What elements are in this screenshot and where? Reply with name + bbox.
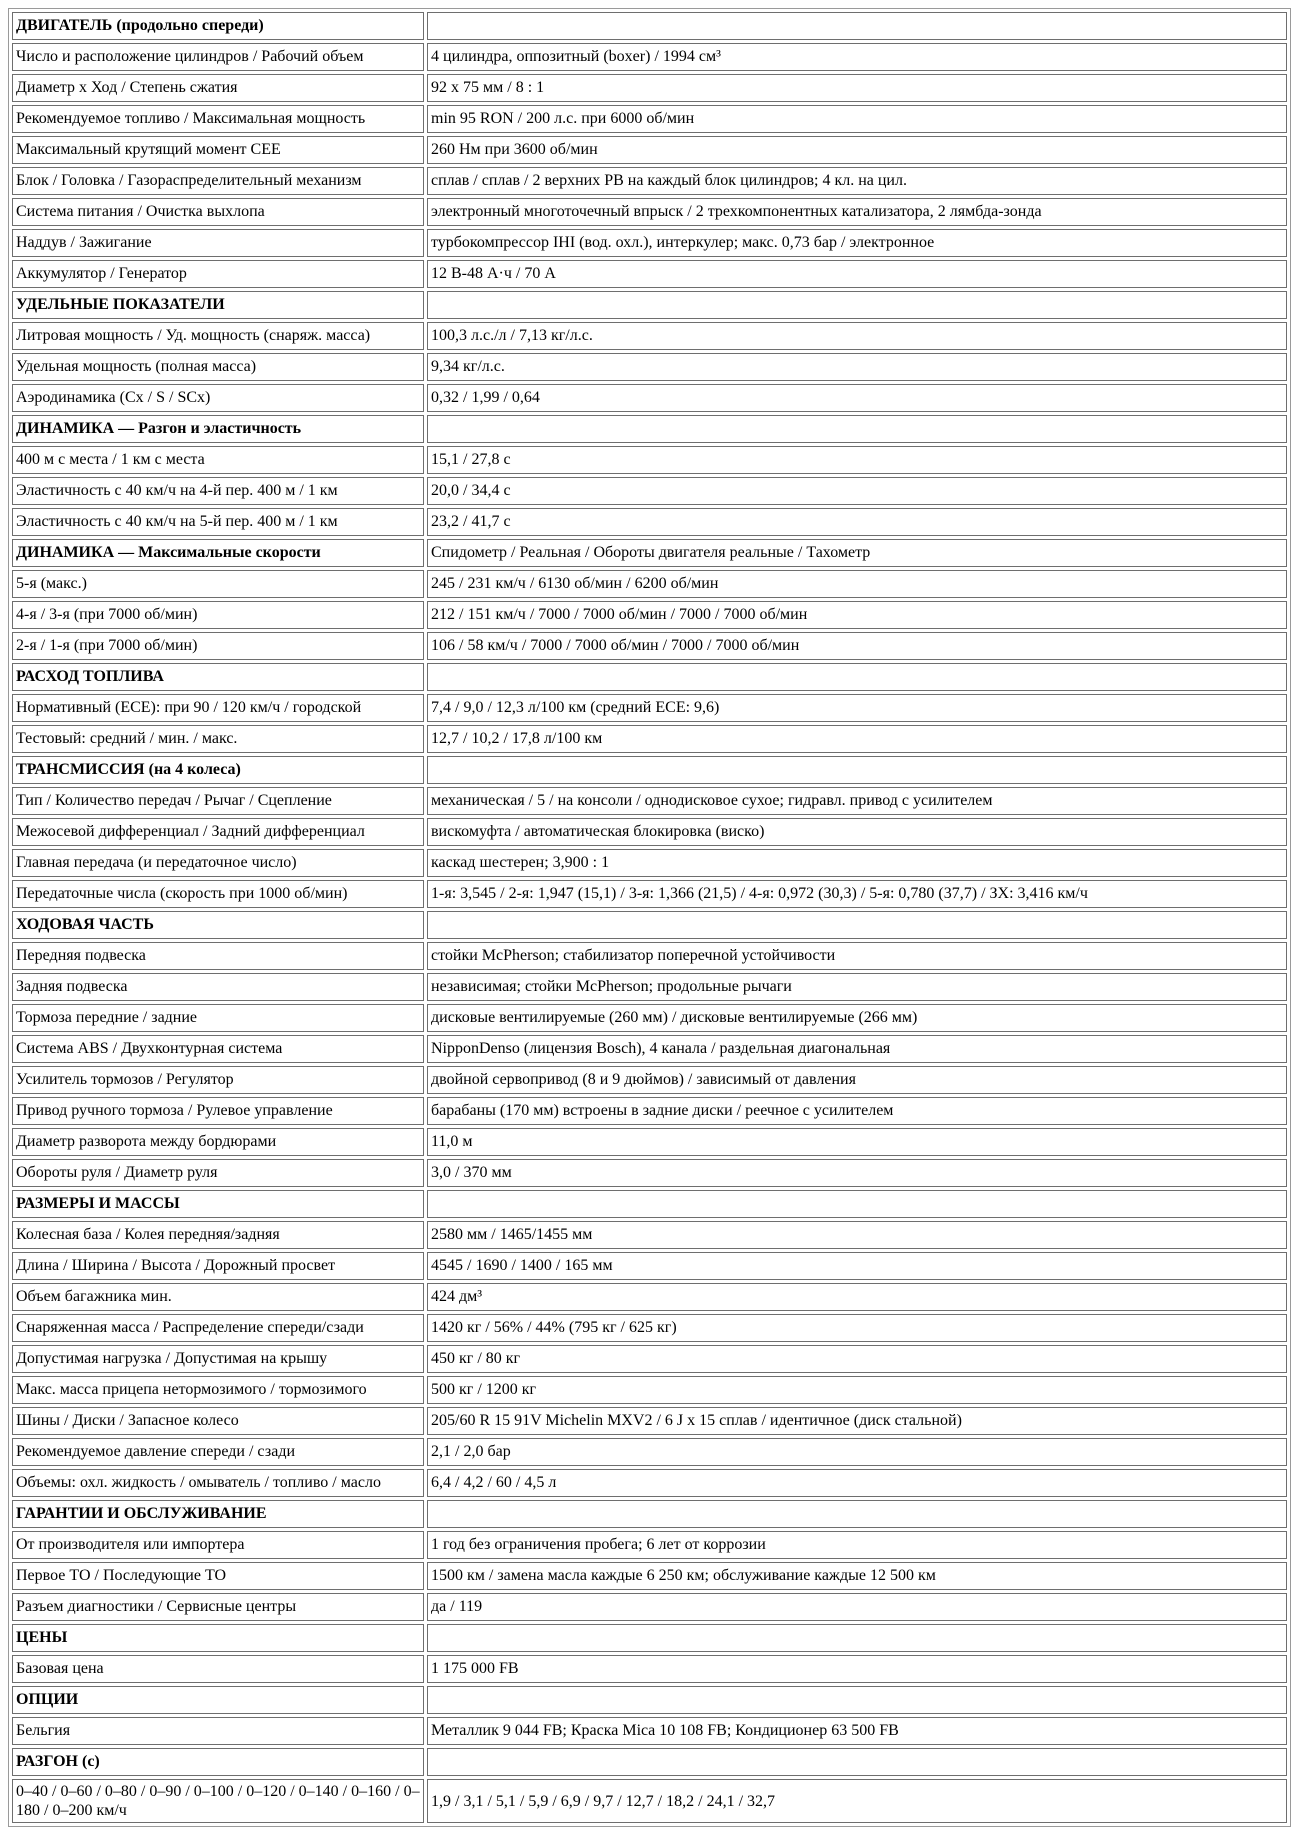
- spec-value: 23,2 / 41,7 с: [427, 508, 1287, 536]
- spec-label: Межосевой дифференциал / Задний дифференциал: [12, 818, 424, 846]
- section-header-row: [12, 12, 1287, 40]
- spec-value: независимая; стойки McPherson; продольные рычаги: [427, 973, 1287, 1001]
- spec-value: сплав / сплав / 2 верхних РВ на каждый блок цилиндров; 4 кл. на цил.: [427, 167, 1287, 195]
- table-row: [12, 601, 1287, 629]
- spec-value: турбокомпрессор IHI (вод. охл.), интеркулер; макс. 0,73 бар / электронное: [427, 229, 1287, 257]
- spec-label: Рекомендуемое топливо / Максимальная мощность: [12, 105, 424, 133]
- spec-value: Металлик 9 044 FB; Краска Mica 10 108 FB; Кондиционер 63 500 FB: [427, 1717, 1287, 1745]
- spec-label: Объем багажника мин.: [12, 1283, 424, 1311]
- spec-label: Максимальный крутящий момент CEE: [12, 136, 424, 164]
- table-row: [12, 1159, 1287, 1187]
- spec-value: 15,1 / 27,8 с: [427, 446, 1287, 474]
- spec-label: Задняя подвеска: [12, 973, 424, 1001]
- spec-value: 6,4 / 4,2 / 60 / 4,5 л: [427, 1469, 1287, 1497]
- spec-value: 9,34 кг/л.с.: [427, 353, 1287, 381]
- spec-value: 3,0 / 370 мм: [427, 1159, 1287, 1187]
- spec-value: 1,9 / 3,1 / 5,1 / 5,9 / 6,9 / 9,7 / 12,7 / 18,2 / 24,1 / 32,7: [427, 1779, 1287, 1823]
- section-title: ДИНАМИКА — Максимальные скорости: [12, 539, 424, 567]
- spec-label: Длина / Ширина / Высота / Дорожный просвет: [12, 1252, 424, 1280]
- spec-value: 1500 км / замена масла каждые 6 250 км; обслуживание каждые 12 500 км: [427, 1562, 1287, 1590]
- section-header-row: [12, 1624, 1287, 1652]
- table-row: [12, 1004, 1287, 1032]
- table-row: [12, 508, 1287, 536]
- section-value: Спидометр / Реальная / Обороты двигателя реальные / Тахометр: [427, 539, 1287, 567]
- section-header-row: [12, 1190, 1287, 1218]
- section-value: [427, 1624, 1287, 1652]
- section-value: [427, 911, 1287, 939]
- section-title: ДИНАМИКА — Разгон и эластичность: [12, 415, 424, 443]
- spec-value: 1 год без ограничения пробега; 6 лет от коррозии: [427, 1531, 1287, 1559]
- table-row: [12, 1407, 1287, 1435]
- table-row: [12, 1779, 1287, 1823]
- spec-label: Система питания / Очистка выхлопа: [12, 198, 424, 226]
- table-row: [12, 1066, 1287, 1094]
- section-header-row: [12, 415, 1287, 443]
- section-header-row: [12, 1686, 1287, 1714]
- spec-value: вискомуфта / автоматическая блокировка (виско): [427, 818, 1287, 846]
- section-value: [427, 1190, 1287, 1218]
- spec-value: 1 175 000 FB: [427, 1655, 1287, 1683]
- spec-label: От производителя или импортера: [12, 1531, 424, 1559]
- spec-label: Диаметр х Ход / Степень сжатия: [12, 74, 424, 102]
- spec-value: 1-я: 3,545 / 2-я: 1,947 (15,1) / 3-я: 1,366 (21,5) / 4-я: 0,972 (30,3) / 5-я: 0,780 (37,7) / ЗХ: 3,416 км/ч: [427, 880, 1287, 908]
- spec-value: барабаны (170 мм) встроены в задние диски / реечное с усилителем: [427, 1097, 1287, 1125]
- table-row: [12, 74, 1287, 102]
- table-row: [12, 1314, 1287, 1342]
- spec-label: Шины / Диски / Запасное колесо: [12, 1407, 424, 1435]
- spec-label: Удельная мощность (полная масса): [12, 353, 424, 381]
- spec-label: 400 м с места / 1 км с места: [12, 446, 424, 474]
- spec-label: Базовая цена: [12, 1655, 424, 1683]
- section-value: [427, 1686, 1287, 1714]
- table-row: [12, 1438, 1287, 1466]
- spec-label: Тестовый: средний / мин. / макс.: [12, 725, 424, 753]
- table-row: [12, 1717, 1287, 1745]
- table-row: [12, 1283, 1287, 1311]
- spec-value: механическая / 5 / на консоли / однодисковое сухое; гидравл. привод с усилителем: [427, 787, 1287, 815]
- section-title: ГАРАНТИИ И ОБСЛУЖИВАНИЕ: [12, 1500, 424, 1528]
- spec-label: Бельгия: [12, 1717, 424, 1745]
- spec-value: каскад шестерен; 3,900 : 1: [427, 849, 1287, 877]
- spec-value: 106 / 58 км/ч / 7000 / 7000 об/мин / 7000 / 7000 об/мин: [427, 632, 1287, 660]
- table-row: [12, 1531, 1287, 1559]
- spec-value: NipponDenso (лицензия Bosch), 4 канала / раздельная диагональная: [427, 1035, 1287, 1063]
- section-header-row: [12, 1748, 1287, 1776]
- spec-label: Наддув / Зажигание: [12, 229, 424, 257]
- table-row: [12, 322, 1287, 350]
- spec-value: 0,32 / 1,99 / 0,64: [427, 384, 1287, 412]
- spec-value: двойной сервопривод (8 и 9 дюймов) / зависимый от давления: [427, 1066, 1287, 1094]
- section-title: ОПЦИИ: [12, 1686, 424, 1714]
- table-row: [12, 353, 1287, 381]
- spec-label: Эластичность с 40 км/ч на 4-й пер. 400 м / 1 км: [12, 477, 424, 505]
- table-row: [12, 1128, 1287, 1156]
- table-row: [12, 1562, 1287, 1590]
- table-row: [12, 1593, 1287, 1621]
- spec-label: Колесная база / Колея передняя/задняя: [12, 1221, 424, 1249]
- spec-label: Число и расположение цилиндров / Рабочий объем: [12, 43, 424, 71]
- spec-label: 5-я (макс.): [12, 570, 424, 598]
- section-header-row: [12, 291, 1287, 319]
- spec-label: Первое ТО / Последующие ТО: [12, 1562, 424, 1590]
- section-title: РАСХОД ТОПЛИВА: [12, 663, 424, 691]
- section-value: [427, 1748, 1287, 1776]
- section-value: [427, 12, 1287, 40]
- section-header-row: [12, 539, 1287, 567]
- spec-value: 1420 кг / 56% / 44% (795 кг / 625 кг): [427, 1314, 1287, 1342]
- spec-label: Литровая мощность / Уд. мощность (снаряж. масса): [12, 322, 424, 350]
- spec-label: Разъем диагностики / Сервисные центры: [12, 1593, 424, 1621]
- table-row: [12, 136, 1287, 164]
- spec-label: Снаряженная масса / Распределение спереди/сзади: [12, 1314, 424, 1342]
- spec-value: 100,3 л.с./л / 7,13 кг/л.с.: [427, 322, 1287, 350]
- table-row: [12, 1252, 1287, 1280]
- spec-label: Рекомендуемое давление спереди / сзади: [12, 1438, 424, 1466]
- spec-value: электронный многоточечный впрыск / 2 трехкомпонентных катализатора, 2 лямбда-зонда: [427, 198, 1287, 226]
- table-row: [12, 477, 1287, 505]
- section-value: [427, 415, 1287, 443]
- table-row: [12, 1097, 1287, 1125]
- section-header-row: [12, 663, 1287, 691]
- spec-label: Главная передача (и передаточное число): [12, 849, 424, 877]
- spec-value: 212 / 151 км/ч / 7000 / 7000 об/мин / 7000 / 7000 об/мин: [427, 601, 1287, 629]
- spec-value: стойки McPherson; стабилизатор поперечной устойчивости: [427, 942, 1287, 970]
- spec-value: 245 / 231 км/ч / 6130 об/мин / 6200 об/мин: [427, 570, 1287, 598]
- section-title: ТРАНСМИССИЯ (на 4 колеса): [12, 756, 424, 784]
- table-row: [12, 818, 1287, 846]
- spec-value: да / 119: [427, 1593, 1287, 1621]
- spec-value: 4 цилиндра, оппозитный (boxer) / 1994 см³: [427, 43, 1287, 71]
- table-row: [12, 1469, 1287, 1497]
- section-value: [427, 663, 1287, 691]
- section-header-row: [12, 1500, 1287, 1528]
- spec-value: 205/60 R 15 91V Michelin MXV2 / 6 J x 15 сплав / идентичное (диск стальной): [427, 1407, 1287, 1435]
- spec-value: 2,1 / 2,0 бар: [427, 1438, 1287, 1466]
- table-row: [12, 570, 1287, 598]
- section-title: РАЗГОН (с): [12, 1748, 424, 1776]
- spec-label: Аэродинамика (Cx / S / SCx): [12, 384, 424, 412]
- table-row: [12, 973, 1287, 1001]
- spec-label: Усилитель тормозов / Регулятор: [12, 1066, 424, 1094]
- section-value: [427, 291, 1287, 319]
- spec-value: 20,0 / 34,4 с: [427, 477, 1287, 505]
- table-row: [12, 1655, 1287, 1683]
- spec-label: Тип / Количество передач / Рычаг / Сцепление: [12, 787, 424, 815]
- section-title: ЦЕНЫ: [12, 1624, 424, 1652]
- section-header-row: [12, 756, 1287, 784]
- spec-label: 0–40 / 0–60 / 0–80 / 0–90 / 0–100 / 0–120 / 0–140 / 0–160 / 0–180 / 0–200 км/ч: [12, 1779, 424, 1823]
- spec-label: Блок / Головка / Газораспределительный механизм: [12, 167, 424, 195]
- table-row: [12, 942, 1287, 970]
- spec-value: дисковые вентилируемые (260 мм) / дисковые вентилируемые (266 мм): [427, 1004, 1287, 1032]
- table-row: [12, 105, 1287, 133]
- table-row: [12, 167, 1287, 195]
- spec-label: Допустимая нагрузка / Допустимая на крышу: [12, 1345, 424, 1373]
- spec-value: 260 Нм при 3600 об/мин: [427, 136, 1287, 164]
- table-row: [12, 1376, 1287, 1404]
- table-row: [12, 694, 1287, 722]
- spec-label: Обороты руля / Диаметр руля: [12, 1159, 424, 1187]
- spec-table: [8, 8, 1291, 1827]
- spec-value: 92 х 75 мм / 8 : 1: [427, 74, 1287, 102]
- table-row: [12, 229, 1287, 257]
- table-row: [12, 43, 1287, 71]
- section-title: УДЕЛЬНЫЕ ПОКАЗАТЕЛИ: [12, 291, 424, 319]
- spec-table-body: [12, 12, 1287, 1823]
- spec-label: Аккумулятор / Генератор: [12, 260, 424, 288]
- spec-value: 7,4 / 9,0 / 12,3 л/100 км (средний ECE: 9,6): [427, 694, 1287, 722]
- spec-label: Эластичность с 40 км/ч на 5-й пер. 400 м / 1 км: [12, 508, 424, 536]
- spec-label: Макс. масса прицепа нетормозимого / тормозимого: [12, 1376, 424, 1404]
- spec-value: 12 В-48 А·ч / 70 А: [427, 260, 1287, 288]
- table-row: [12, 260, 1287, 288]
- spec-label: Диаметр разворота между бордюрами: [12, 1128, 424, 1156]
- spec-value: 4545 / 1690 / 1400 / 165 мм: [427, 1252, 1287, 1280]
- section-title: ДВИГАТЕЛЬ (продольно спереди): [12, 12, 424, 40]
- table-row: [12, 880, 1287, 908]
- section-value: [427, 1500, 1287, 1528]
- spec-value: 2580 мм / 1465/1455 мм: [427, 1221, 1287, 1249]
- spec-label: 2-я / 1-я (при 7000 об/мин): [12, 632, 424, 660]
- table-row: [12, 1345, 1287, 1373]
- spec-label: Система ABS / Двухконтурная система: [12, 1035, 424, 1063]
- spec-label: Передаточные числа (скорость при 1000 об/мин): [12, 880, 424, 908]
- table-row: [12, 849, 1287, 877]
- table-row: [12, 632, 1287, 660]
- table-row: [12, 446, 1287, 474]
- spec-value: 12,7 / 10,2 / 17,8 л/100 км: [427, 725, 1287, 753]
- spec-value: 11,0 м: [427, 1128, 1287, 1156]
- table-row: [12, 1035, 1287, 1063]
- spec-label: 4-я / 3-я (при 7000 об/мин): [12, 601, 424, 629]
- table-row: [12, 384, 1287, 412]
- table-row: [12, 725, 1287, 753]
- table-row: [12, 1221, 1287, 1249]
- spec-label: Тормоза передние / задние: [12, 1004, 424, 1032]
- section-header-row: [12, 911, 1287, 939]
- section-title: РАЗМЕРЫ И МАССЫ: [12, 1190, 424, 1218]
- spec-value: 450 кг / 80 кг: [427, 1345, 1287, 1373]
- spec-label: Привод ручного тормоза / Рулевое управление: [12, 1097, 424, 1125]
- spec-value: 500 кг / 1200 кг: [427, 1376, 1287, 1404]
- spec-label: Передняя подвеска: [12, 942, 424, 970]
- section-title: ХОДОВАЯ ЧАСТЬ: [12, 911, 424, 939]
- spec-value: min 95 RON / 200 л.с. при 6000 об/мин: [427, 105, 1287, 133]
- table-row: [12, 787, 1287, 815]
- table-row: [12, 198, 1287, 226]
- spec-label: Объемы: охл. жидкость / омыватель / топливо / масло: [12, 1469, 424, 1497]
- spec-label: Нормативный (ECE): при 90 / 120 км/ч / городской: [12, 694, 424, 722]
- spec-value: 424 дм³: [427, 1283, 1287, 1311]
- section-value: [427, 756, 1287, 784]
